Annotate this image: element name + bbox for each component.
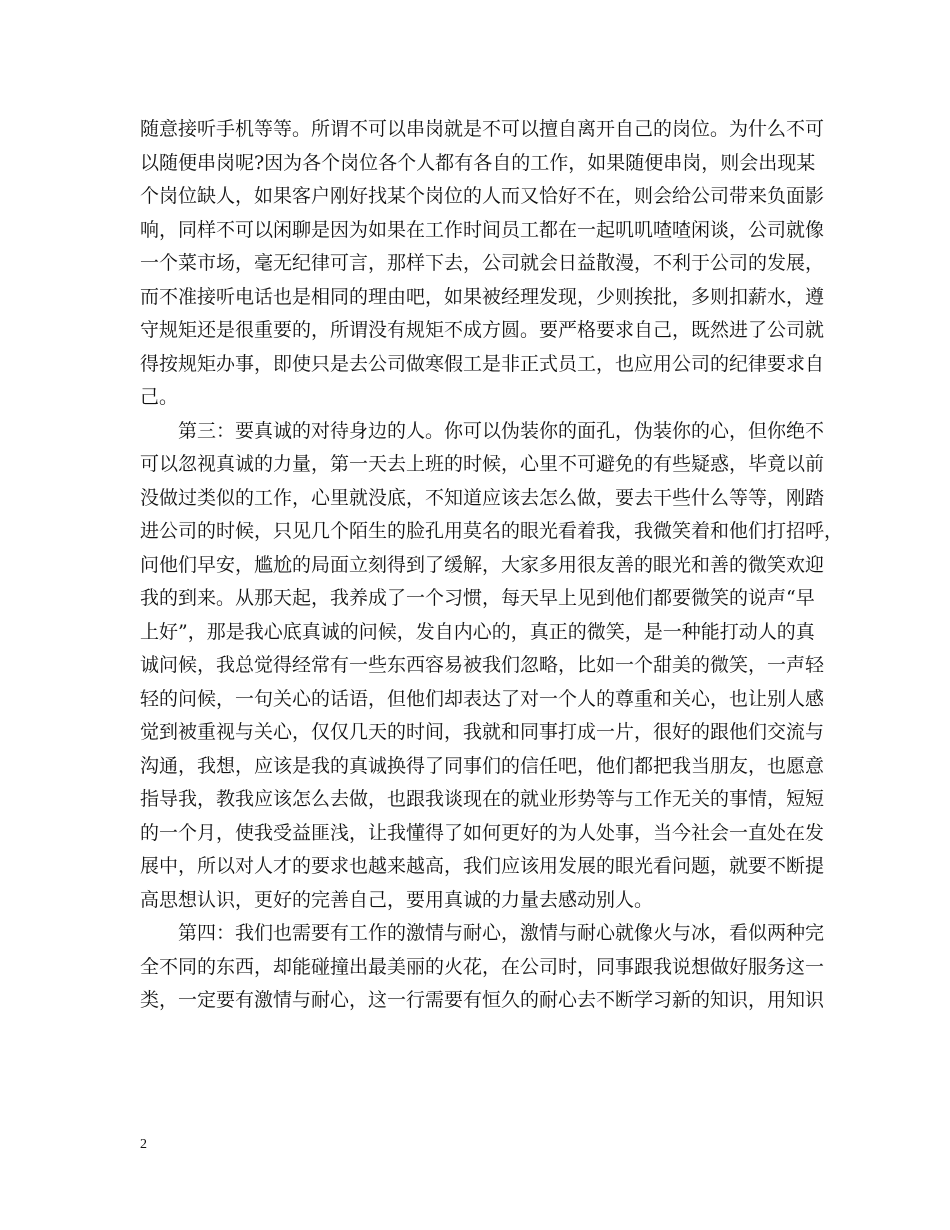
- text-line: 的一个月，使我受益匪浅，让我懂得了如何更好的为人处事，当今社会一直处在发: [140, 821, 825, 844]
- text-line: 第三：要真诚的对待身边的人。你可以伪装你的面孔，伪装你的心，但你绝不: [178, 419, 825, 442]
- text-line: 以随便串岗呢?因为各个岗位各个人都有各自的工作，如果随便串岗，则会出现某: [140, 151, 816, 174]
- text-line: 展中，所以对人才的要求也越来越高，我们应该用发展的眼光看问题，就要不断提: [140, 855, 825, 877]
- text-line: 类，一定要有激情与耐心，这一行需要有恒久的耐心去不断学习新的知识，用知识: [140, 989, 825, 1011]
- text-line: 个岗位缺人，如果客户刚好找某个岗位的人而又恰好不在，则会给公司带来负面影: [140, 185, 825, 207]
- text-line: 高思想认识，更好的完善自己，要用真诚的力量去感动别人。: [140, 888, 654, 911]
- text-line: 诚问候，我总觉得经常有一些东西容易被我们忽略，比如一个甜美的微笑，一声轻: [140, 654, 825, 676]
- text-line: 己。: [140, 386, 179, 408]
- text-line: 守规矩还是很重要的，所谓没有规矩不成方圆。要严格要求自己，既然进了公司就: [140, 319, 825, 341]
- paragraph: [140, 113, 825, 415]
- text-line: 响，同样不可以闲聊是因为如果在工作时间员工都在一起叽叽喳喳闲谈，公司就像: [140, 218, 825, 241]
- text-line: 沟通，我想，应该是我的真诚换得了同事们的信任吧，他们都把我当朋友，也愿意: [140, 754, 825, 777]
- text-line: 进公司的时候，只见几个陌生的脸孔用莫名的眼光看着我，我微笑着和他们打招呼，: [140, 520, 844, 542]
- paragraph: [140, 415, 844, 918]
- text-line: 轻的问候，一句关心的话语，但他们却表达了对一个人的尊重和关心，也让别人感: [140, 687, 825, 710]
- text-line: 可以忽视真诚的力量，第一天去上班的时候，心里不可避免的有些疑惑，毕竟以前: [140, 453, 825, 475]
- paragraph: [140, 917, 825, 1018]
- text-line: 我的到来。从那天起，我养成了一个习惯，每天早上见到他们都要微笑的说声“早: [140, 587, 815, 609]
- text-line: 一个菜市场，毫无纪律可言，那样下去，公司就会日益散漫，不利于公司的发展，: [140, 252, 825, 274]
- body-text: [140, 113, 844, 1018]
- text-line: 觉到被重视与关心，仅仅几天的时间，我就和同事打成一片，很好的跟他们交流与: [140, 721, 825, 743]
- text-line: 随意接听手机等等。所谓不可以串岗就是不可以擅自离开自己的岗位。为什么不可: [140, 118, 825, 140]
- text-line: 第四：我们也需要有工作的激情与耐心，激情与耐心就像火与冰，看似两种完: [178, 922, 825, 944]
- text-line: 上好”，那是我心底真诚的问候，发自内心的，真正的微笑，是一种能打动人的真: [140, 620, 815, 643]
- text-line: 指导我，教我应该怎么去做，也跟我谈现在的就业形势等与工作无关的事情，短短: [140, 788, 825, 810]
- text-line: 没做过类似的工作，心里就没底，不知道应该去怎么做，要去干些什么等等，刚踏: [140, 486, 825, 509]
- text-line: 全不同的东西，却能碰撞出最美丽的火花，在公司时，同事跟我说想做好服务这一: [140, 955, 825, 978]
- text-line: 得按规矩办事，即使只是去公司做寒假工是非正式员工，也应用公司的纪律要求自: [140, 352, 825, 375]
- text-line: 而不准接听电话也是相同的理由吧，如果被经理发现，少则挨批，多则扣薪水，遵: [140, 285, 825, 308]
- page-number: 2: [140, 1137, 147, 1152]
- text-line: 问他们早安，尴尬的局面立刻得到了缓解，大家多用很友善的眼光和善的微笑欢迎: [140, 553, 825, 576]
